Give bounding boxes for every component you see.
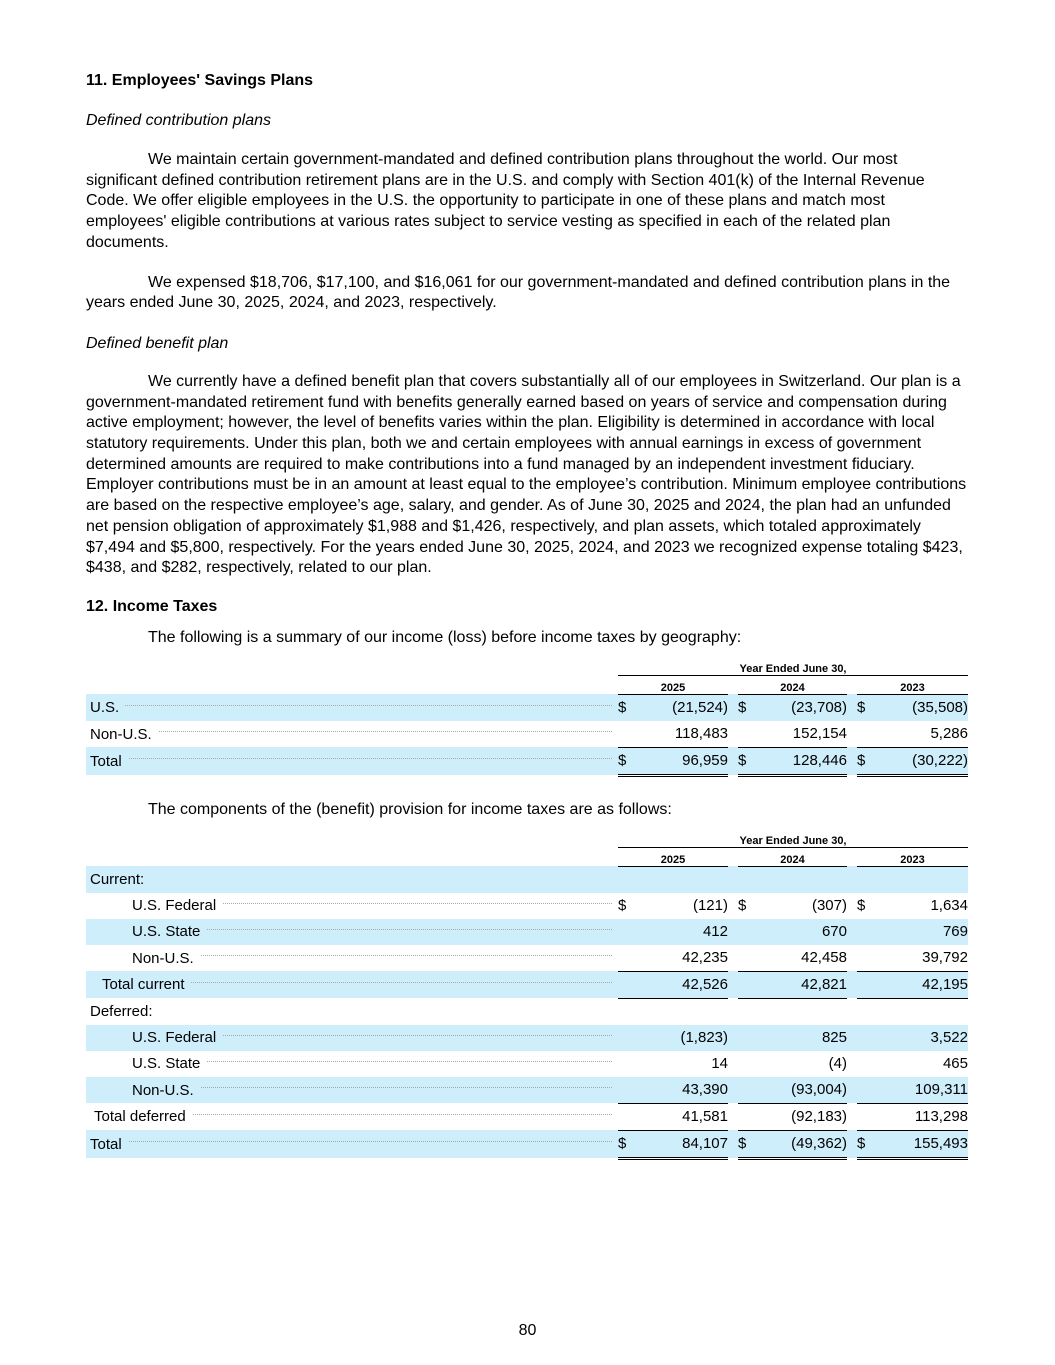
section-12-heading: 12. Income Taxes [86,597,218,615]
dollar-sign [618,945,640,972]
value-2024: (92,183) [760,1103,847,1130]
dollar-sign [857,1077,879,1104]
value-2025 [640,866,728,893]
table-row [86,866,968,893]
table-row [86,919,968,945]
value-2025: 41,581 [640,1103,728,1130]
dollar-sign [738,1103,760,1130]
value-2024 [760,998,847,1025]
dollar-sign [618,1077,640,1104]
row-label: Current: [86,871,150,888]
dollar-sign: $ [857,1130,879,1158]
dollar-sign: $ [738,897,747,915]
row-label: Total current [86,976,191,993]
row-label: U.S. State [86,1055,206,1072]
value-2024: 825 [760,1025,847,1051]
value-2023: 109,311 [879,1077,968,1104]
value-2024: 42,458 [760,945,847,972]
value-2024: (49,362) [760,1130,847,1158]
dollar-sign [738,919,760,945]
table-row [86,1077,968,1104]
row-label: Non-U.S. [86,726,158,743]
value-2023: (30,222) [879,747,968,775]
dollar-sign [857,1103,879,1130]
row-label: U.S. Federal [86,1029,222,1046]
defined-contribution-paragraph-1: We maintain certain government-mandated and defined contribution plans throughout the world. Our most significant defined contribution retirement plans are in the U.S. and comply with Section 401(k) of the Internal Revenue Code. We offer eligible employees in the U.S. the opportunity to participate in one of these plans and match most employees' eligible contributions at various rates subject to service vesting as specified in each of the related plan documents. [86,151,925,251]
value-2025: 96,959 [640,747,728,775]
row-label: Total [86,753,128,770]
dollar-sign: $ [618,694,640,721]
value-2023: 42,195 [879,971,968,998]
defined-contribution-paragraph-2: We expensed $18,706, $17,100, and $16,061 for our government-mandated and defined contribution plans in the years ended June 30, 2025, 2024, and 2023, respectively. [86,273,951,312]
dollar-sign: $ [618,897,627,915]
table-row [86,893,968,919]
value-2023 [879,866,968,893]
value-2023: 1,634 [930,897,968,915]
defined-benefit-heading: Defined benefit plan [86,334,229,352]
income-geography-intro: The following is a summary of our income (loss) before income taxes by geography: [148,628,742,646]
dollar-sign [618,1103,640,1130]
dollar-sign: $ [857,694,879,721]
dollar-sign [738,1025,760,1051]
dollar-sign: $ [738,1130,760,1158]
dollar-sign: $ [738,747,760,775]
period-header: Year Ended June 30, [618,829,968,848]
table-row [86,1025,968,1051]
value-2025: 42,526 [640,971,728,998]
dollar-sign [618,919,640,945]
income-by-geography-table [86,657,968,777]
dollar-sign [738,866,760,893]
dollar-sign [857,971,879,998]
dollar-sign [738,1077,760,1104]
table-row [86,998,968,1025]
row-label: U.S. State [86,923,206,940]
value-2023: 3,522 [879,1025,968,1051]
value-2023: 465 [942,1055,968,1073]
value-2025: 43,390 [640,1077,728,1104]
row-label: Total deferred [86,1108,192,1125]
table-row [86,1103,968,1130]
year-header-2024: 2024 [738,675,847,694]
dollar-sign [618,1025,640,1051]
value-2024: 42,821 [760,971,847,998]
dollar-sign [857,945,879,972]
row-label: Deferred: [86,1003,159,1020]
value-2024: 128,446 [760,747,847,775]
year-header-2024: 2024 [738,847,847,866]
value-2025 [640,998,728,1025]
value-2025: (1,823) [640,1025,728,1051]
dollar-sign [857,1025,879,1051]
value-2025: 14 [711,1055,728,1073]
dollar-sign [738,971,760,998]
value-2023: 113,298 [879,1103,968,1130]
row-label: Non-U.S. [86,1082,200,1099]
year-header-2023: 2023 [857,675,968,694]
period-header: Year Ended June 30, [618,657,968,676]
dollar-sign: $ [857,747,879,775]
value-2024: (93,004) [760,1077,847,1104]
value-2024: (23,708) [760,694,847,721]
dollar-sign [857,998,879,1025]
dollar-sign [618,866,640,893]
value-2025: 118,483 [640,721,728,748]
value-2024: (307) [811,897,847,915]
year-header-2025: 2025 [618,847,728,866]
year-header-2023: 2023 [857,847,968,866]
value-2025: (121) [692,897,728,915]
tax-provision-components-table [86,829,968,1160]
value-2023: 5,286 [879,721,968,748]
dollar-sign: $ [618,747,640,775]
row-label: U.S. Federal [86,897,222,914]
value-2025: 84,107 [640,1130,728,1158]
value-2024 [760,866,847,893]
table-row [86,747,968,775]
value-2023: 155,493 [879,1130,968,1158]
value-2024: (4) [828,1055,847,1073]
dollar-sign [857,866,879,893]
page-number: 80 [518,1322,537,1339]
dollar-sign: $ [857,897,866,915]
row-label: Non-U.S. [86,950,200,967]
dollar-sign [738,945,760,972]
tax-components-intro: The components of the (benefit) provision for income taxes are as follows: [148,800,672,818]
defined-contribution-heading: Defined contribution plans [86,112,272,129]
table-row [86,945,968,972]
dollar-sign [738,998,760,1025]
dollar-sign [857,919,879,945]
table-row [86,1051,968,1077]
dollar-sign [857,1051,879,1077]
row-label: U.S. [86,699,125,716]
value-2024: 152,154 [760,721,847,748]
value-2025: 42,235 [640,945,728,972]
value-2023 [879,998,968,1025]
table-row [86,721,968,748]
dollar-sign: $ [618,1130,640,1158]
value-2023: 769 [879,919,968,945]
table-row [86,971,968,998]
value-2025: 412 [640,919,728,945]
year-header-2025: 2025 [618,675,728,694]
dollar-sign [618,998,640,1025]
defined-benefit-paragraph: We currently have a defined benefit plan that covers substantially all of our employees in Switzerland. Our plan is a government-mandated retirement fund with benefits generally earned based on years of service and compensation during active employment; however, the level of benefits varies within the plan. Eligibility is determined in accordance with local statutory requirements. Under this plan, both we and certain employees with annual earnings in excess of government determined amounts are required to make contributions into a fund managed by an independent investment fiduciary. Employer contributions must be in an amount at least equal to the employee’s contribution. Minimum employee contributions are based on the respective employee’s age, salary, and gender. As of June 30, 2025 and 2024, the plan had an unfunded net pension obligation of approximately $1,988 and $1,426, respectively, and plan assets, which totaled approximately $7,494 and $5,800, respectively. For the years ended June 30, 2025, 2024, and 2023 we recognized expense totaling $423, $438, and $282, respectively, related to our plan. [86,372,967,577]
value-2024: 670 [760,919,847,945]
dollar-sign [618,971,640,998]
dollar-sign [738,1051,760,1077]
table-row [86,694,968,721]
dollar-sign [618,1051,640,1077]
value-2023: (35,508) [879,694,968,721]
row-label: Total [86,1136,128,1153]
dollar-sign: $ [738,694,760,721]
table-row [86,1130,968,1158]
value-2023: 39,792 [879,945,968,972]
section-11-heading: 11. Employees' Savings Plans [86,72,314,89]
document-page [86,68,968,1160]
value-2025: (21,524) [640,694,728,721]
